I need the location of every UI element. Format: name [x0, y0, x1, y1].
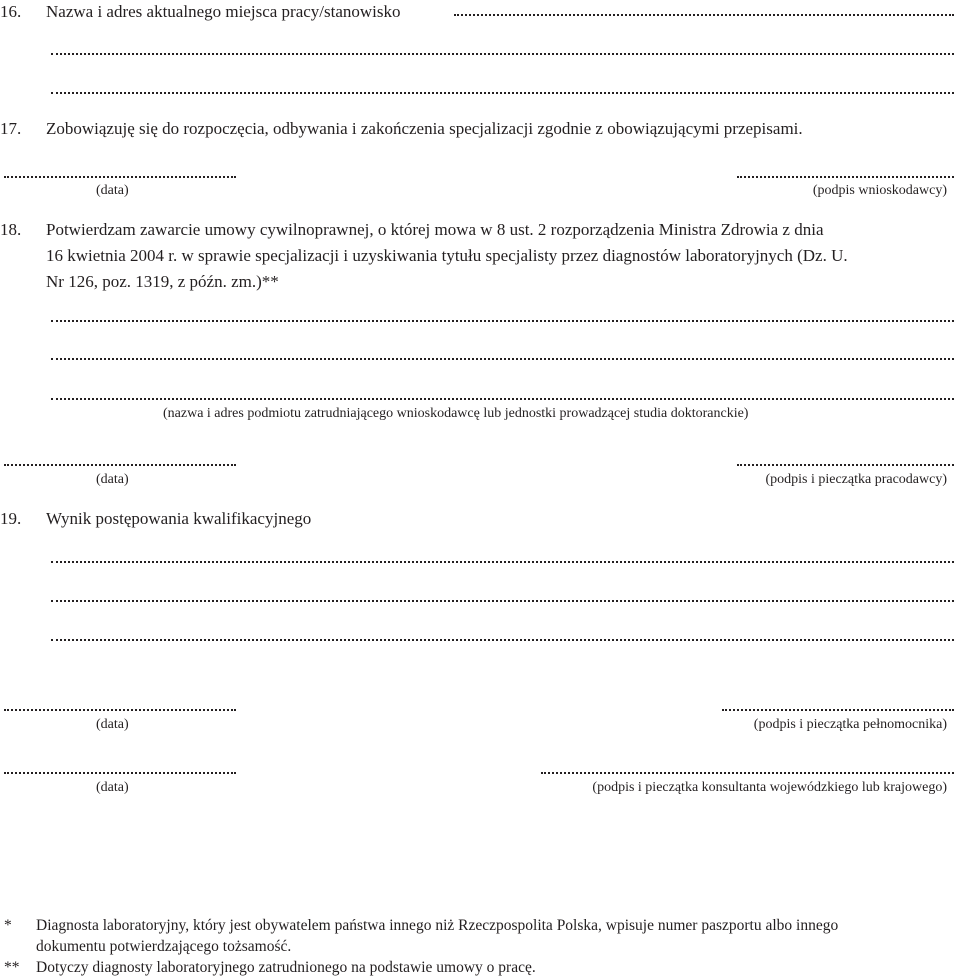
- item-19-number: 19.: [0, 509, 22, 528]
- footnote-1-mark: *: [4, 917, 12, 934]
- footnote-2-line-1: Dotyczy diagnosty laboratoryjnego zatrudnionego na podstawie umowy o pracę.: [36, 959, 536, 976]
- item-16-number: 16.: [0, 2, 22, 21]
- item-18-line-1: Potwierdzam zawarcie umowy cywilnoprawnej, o której mowa w 8 ust. 2 rozporządzenia Ministra Zdrowia z dnia: [46, 220, 824, 239]
- date-caption-1: (data): [96, 183, 129, 198]
- employer-fill-line-3[interactable]: [51, 398, 954, 400]
- item-18-line-3: Nr 126, poz. 1319, z późn. zm.)**: [46, 272, 279, 291]
- signature-field-proxy[interactable]: [722, 709, 954, 711]
- date-caption-3: (data): [96, 717, 129, 732]
- date-caption-4: (data): [96, 780, 129, 795]
- signature-field-applicant[interactable]: [737, 176, 954, 178]
- date-field-1[interactable]: [4, 176, 236, 178]
- date-field-2[interactable]: [4, 464, 236, 466]
- footnote-2-mark: **: [4, 959, 20, 976]
- date-caption-2: (data): [96, 472, 129, 487]
- signature-field-consultant[interactable]: [541, 772, 954, 774]
- item-16-inline-fill[interactable]: [454, 14, 954, 16]
- employer-fill-line-1[interactable]: [51, 320, 954, 322]
- signature-field-employer[interactable]: [737, 464, 954, 466]
- signature-caption-employer: (podpis i pieczątka pracodawcy): [765, 472, 947, 487]
- signature-caption-proxy: (podpis i pieczątka pełnomocnika): [753, 717, 947, 732]
- item-16-label: Nazwa i adres aktualnego miejsca pracy/stanowisko: [46, 2, 401, 21]
- item-18-number: 18.: [0, 220, 22, 239]
- item-19-label: Wynik postępowania kwalifikacyjnego: [46, 509, 312, 528]
- footnote-1-line-1: Diagnosta laboratoryjny, który jest obywatelem państwa innego niż Rzeczpospolita Polska, wpisuje numer paszportu albo innego: [36, 917, 839, 934]
- employer-fill-line-2[interactable]: [51, 358, 954, 360]
- result-fill-line-2[interactable]: [51, 600, 954, 602]
- result-fill-line-3[interactable]: [51, 639, 954, 641]
- footnote-1-line-2: dokumentu potwierdzającego tożsamość.: [36, 938, 292, 955]
- employer-caption: (nazwa i adres podmiotu zatrudniającego wnioskodawcę lub jednostki prowadzącej studia doktoranckie): [163, 406, 749, 421]
- item-16-fill-line-1[interactable]: [51, 53, 954, 55]
- item-16-fill-line-2[interactable]: [51, 92, 954, 94]
- item-18-line-2: 16 kwietnia 2004 r. w sprawie specjalizacji i uzyskiwania tytułu specjalisty przez diagnostów laboratoryjnych (Dz. U.: [46, 246, 848, 265]
- signature-caption-consultant: (podpis i pieczątka konsultanta wojewódzkiego lub krajowego): [592, 780, 947, 795]
- date-field-4[interactable]: [4, 772, 236, 774]
- result-fill-line-1[interactable]: [51, 561, 954, 563]
- item-17-text: Zobowiązuję się do rozpoczęcia, odbywania i zakończenia specjalizacji zgodnie z obowiązującymi przepisami.: [46, 119, 803, 138]
- signature-caption-applicant: (podpis wnioskodawcy): [812, 183, 947, 198]
- date-field-3[interactable]: [4, 709, 236, 711]
- item-17-number: 17.: [0, 119, 22, 138]
